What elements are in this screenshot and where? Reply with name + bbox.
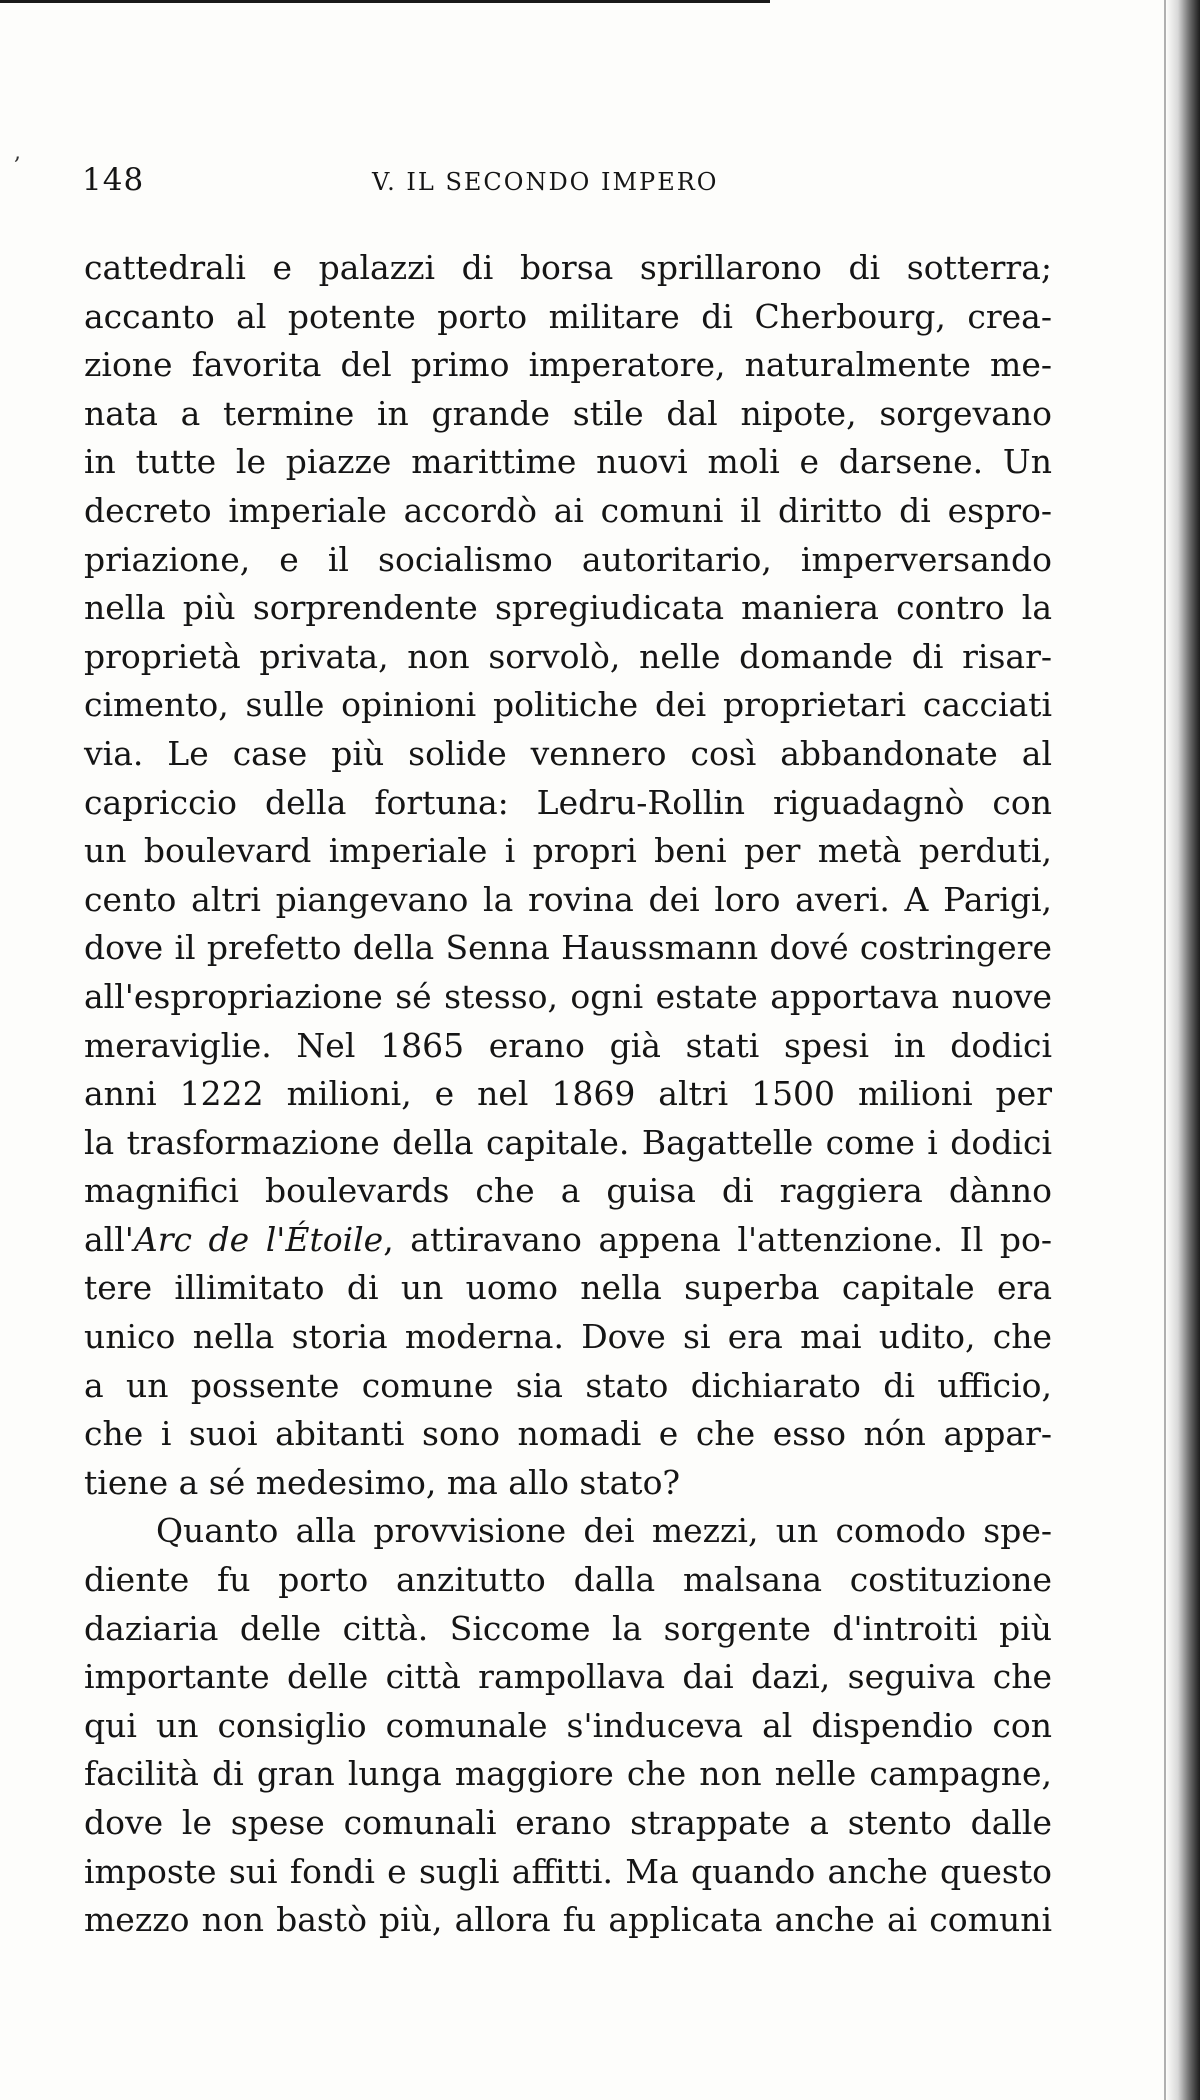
running-title: V. IL SECONDO IMPERO [372,168,719,196]
text-line: priazione, e il socialismo autoritario, imperversando [84,539,1052,579]
text-line: che i suoi abitanti sono nomadi e che esso nón appar- [84,1414,1052,1454]
text-line: capriccio della fortuna: Ledru-Rollin riguadagnò con [84,782,1052,822]
etoile-prefix: all' [84,1219,134,1259]
page-header [82,162,1082,202]
text-line: zione favorita del primo imperatore, naturalmente me- [84,345,1052,385]
top-border-rule [0,0,770,3]
body-text [84,244,1052,1945]
page-binding-shadow [1166,0,1200,2100]
text-line: accanto al potente porto militare di Cherbourg, crea- [84,296,1052,336]
text-line: tere illimitato di un uomo nella superba capitale era [84,1268,1052,1308]
text-line: in tutte le piazze marittime nuovi moli e darsene. Un [84,442,1052,482]
text-line: facilità di gran lunga maggiore che non nelle campagne, [84,1754,1052,1794]
text-line: dove le spese comunali erano strappate a stento dalle [84,1803,1052,1842]
text-line: nella più sorprendente spregiudicata maniera contro la [84,588,1052,628]
text-line: magnifici boulevards che a guisa di raggiera dànno [84,1171,1052,1211]
text-line: daziaria delle città. Siccome la sorgente d'introiti più [84,1608,1052,1648]
text-line: decreto imperiale accordò ai comuni il diritto di espro- [84,490,1052,530]
text-line: meraviglie. Nel 1865 erano già stati spesi in dodici [84,1025,1052,1065]
text-line: tiene a sé medesimo, ma allo stato? [84,1462,681,1502]
text-line-etoile [84,1216,1052,1265]
etoile-suffix: , attiravano appena l'attenzione. Il po- [383,1219,1052,1259]
text-line: via. Le case più solide vennero così abbandonate al [84,733,1052,773]
text-line: dove il prefetto della Senna Haussmann dové costringere [84,928,1052,968]
text-line: a un possente comune sia stato dichiarato di ufficio, [84,1365,1052,1405]
text-line: all'espropriazione sé stesso, ogni estate apportava nuove [84,976,1052,1016]
text-line: anni 1222 milioni, e nel 1869 altri 1500 milioni per [84,1074,1052,1114]
text-line: qui un consiglio comunale s'induceva al dispendio con [84,1705,1052,1745]
text-line: cento altri piangevano la rovina dei loro averi. A Parigi, [84,879,1052,919]
text-line: diente fu porto anzitutto dalla malsana costituzione [84,1560,1052,1600]
margin-mark: , [14,140,21,165]
text-line: cattedrali e palazzi di borsa sprillarono di sotterra; [84,248,1052,287]
text-line: importante delle città rampollava dai dazi, seguiva che [84,1657,1052,1697]
text-line: nata a termine in grande stile dal nipote, sorgevano [84,393,1052,433]
text-line: un boulevard imperiale i propri beni per metà perduti, [84,831,1052,871]
text-line: proprietà privata, non sorvolò, nelle domande di risar- [84,636,1052,676]
text-line: imposte sui fondi e sugli affitti. Ma quando anche questo [84,1851,1052,1891]
text-line: la trasformazione della capitale. Bagattelle come i dodici [84,1122,1052,1162]
text-line: mezzo non bastò più, allora fu applicata anche ai comuni [84,1900,1052,1940]
page-number: 148 [82,162,145,198]
text-line: Quanto alla provvisione dei mezzi, un comodo spe- [156,1511,1052,1551]
etoile-italic: Arc de l'Étoile [133,1219,384,1259]
text-line: unico nella storia moderna. Dove si era mai udito, che [84,1317,1052,1357]
text-line: cimento, sulle opinioni politiche dei proprietari cacciati [84,685,1052,725]
